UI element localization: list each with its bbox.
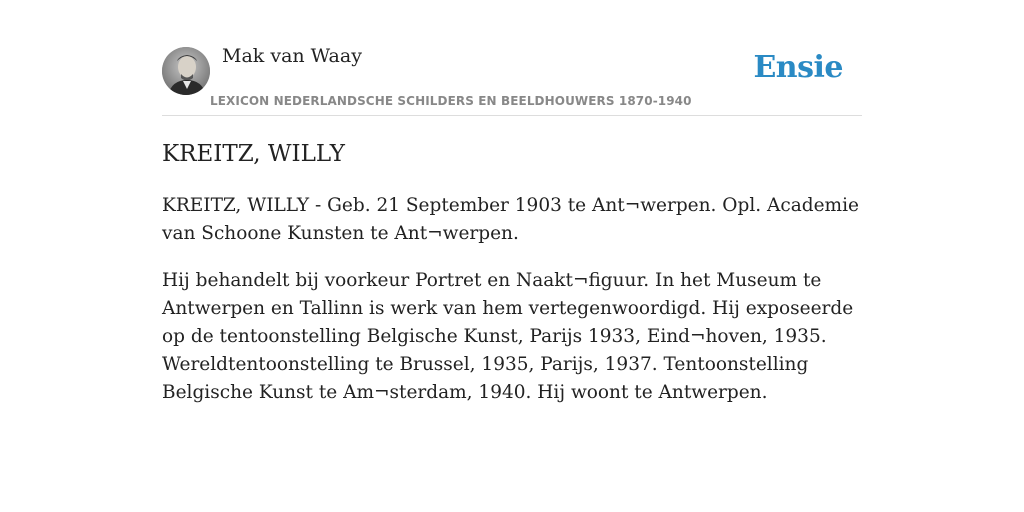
article-card <box>162 0 862 403</box>
brand-logo[interactable]: Ensie <box>753 50 843 85</box>
author-name[interactable]: Mak van Waay <box>222 45 362 67</box>
avatar[interactable] <box>162 47 210 95</box>
article-paragraph-1: KREITZ, WILLY - Geb. 21 September 1903 te Ant¬werpen. Opl. Academie van Schoone Kunsten te Ant¬werpen. <box>162 195 859 244</box>
lexicon-title[interactable]: LEXICON NEDERLANDSCHE SCHILDERS EN BEELDHOUWERS 1870-1940 <box>210 94 692 108</box>
header <box>162 0 862 116</box>
article-title: KREITZ, WILLY <box>162 141 345 167</box>
author-portrait-icon <box>162 47 210 95</box>
article-paragraph-2: Hij behandelt bij voorkeur Portret en Naakt¬figuur. In het Museum te Antwerpen en Tallinn is werk van hem vertegenwoordigd. Hij exposeerde op de tentoonstelling Belgische Kunst, Parijs 1933, Eind¬hoven, 1935. Wereldtentoonstelling te Brussel, 1935, Parijs, 1937. Tentoonstelling Belgische Kunst te Am¬sterdam, 1940. Hij woont te Antwerpen. <box>162 270 854 403</box>
